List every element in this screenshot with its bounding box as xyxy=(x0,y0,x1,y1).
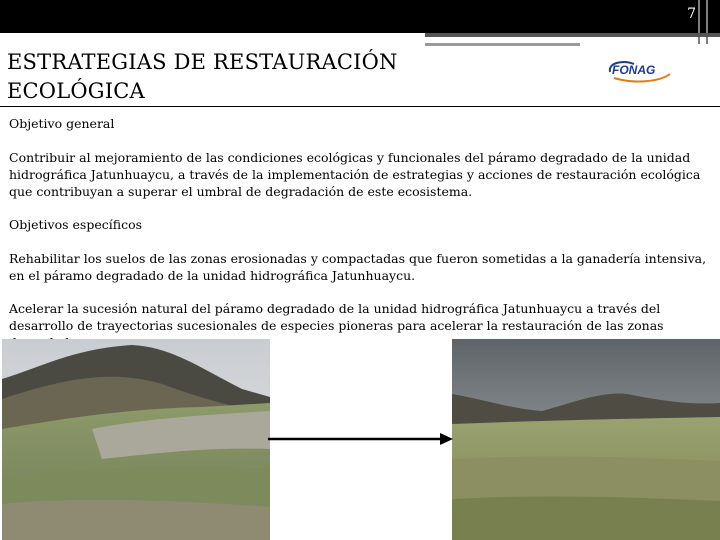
specific-objective-2: Acelerar la sucesión natural del páramo degradado de la unidad hidrográfica Jatunhuaycu a través del desarrollo de trayectorias sucesionales de especies pioneras para acelerar la restauración de las zonas xyxy=(9,301,664,333)
fonag-logo xyxy=(604,56,674,86)
objective-general-text: Contribuir al mejoramiento de las condiciones ecológicas y funcionales del páramo degradado de la unidad hidrográfica Jatunhuaycu, a través de la implementación de estrategias y acciones de restauración ecológica que contribuyan a superar el umbral de degradación de este ecosistema. xyxy=(9,150,701,199)
specific-objective-1: Rehabilitar los suelos de las zonas erosionadas y compactadas que fueron sometidas a la ganadería intensiva, en el páramo degradado de la unidad hidrográfica Jatunhuaycu. xyxy=(9,251,707,283)
title-line-1: ESTRATEGIAS DE RESTAURACIÓN xyxy=(7,50,398,74)
corner-divider xyxy=(698,0,700,44)
corner-divider xyxy=(706,0,708,44)
header-band xyxy=(425,33,720,37)
objectives-specific-heading: Objetivos específicos xyxy=(9,217,143,232)
header-band-secondary xyxy=(425,43,580,46)
arrow-icon xyxy=(268,432,453,446)
svg-text:FONAG: FONAG xyxy=(612,63,656,77)
objective-general-heading: Objetivo general xyxy=(9,116,115,131)
photo-degraded-paramo xyxy=(2,339,270,540)
title-underline xyxy=(0,106,720,107)
slide-number: 7 xyxy=(687,6,696,22)
slide-title xyxy=(7,48,398,106)
title-line-2: ECOLÓGICA xyxy=(7,79,145,103)
header-bar xyxy=(0,0,720,33)
photo-restored-paramo xyxy=(452,339,720,540)
